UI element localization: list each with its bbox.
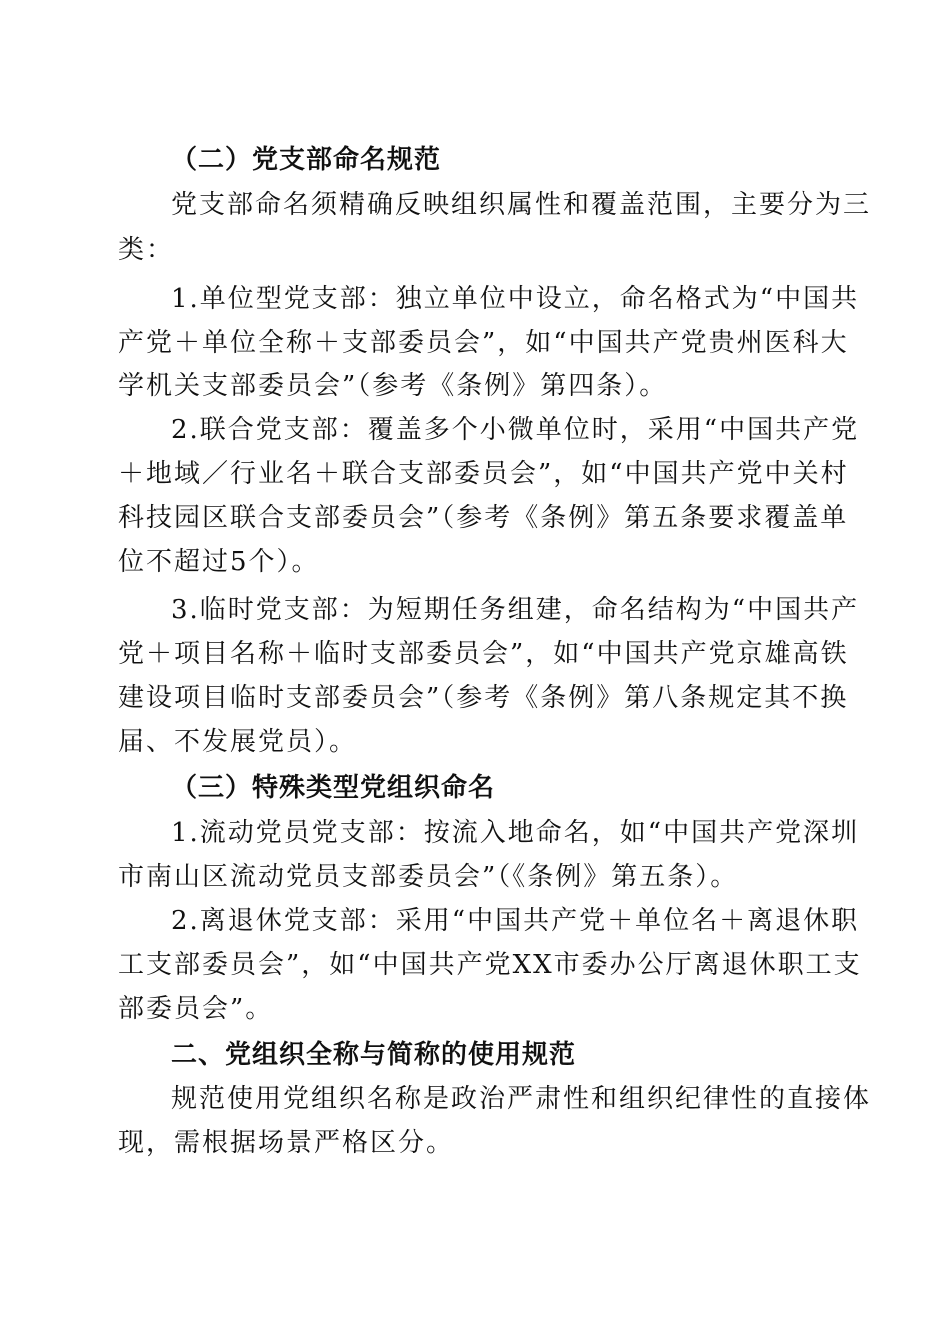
- paragraph-line: 届、不发展党员）。: [118, 727, 358, 757]
- paragraph-line: 市南山区流动党员支部委员会”（《条例》第五条）。: [118, 862, 739, 892]
- paragraph-line: 1.流动党员党支部：按流入地命名，如“中国共产党深圳: [171, 818, 860, 848]
- paragraph-line: 党支部命名须精确反映组织属性和覆盖范围，主要分为三: [171, 190, 872, 220]
- paragraph-line: 3.临时党支部：为短期任务组建，命名结构为“中国共产: [171, 595, 860, 625]
- paragraph-line: ＋地域／行业名＋联合支部委员会”，如“中国共产党中关村: [118, 459, 849, 489]
- chapter-heading-2: 二、党组织全称与简称的使用规范: [171, 1040, 577, 1070]
- paragraph-line: 类：: [118, 235, 175, 265]
- paragraph-line: 党＋项目名称＋临时支部委员会”，如“中国共产党京雄高铁: [118, 639, 849, 669]
- section-heading-2: （二）党支部命名规范: [171, 145, 442, 175]
- paragraph-line: 1.单位型党支部：独立单位中设立，命名格式为“中国共: [171, 284, 860, 314]
- paragraph-line: 科技园区联合支部委员会”（参考《条例》第五条要求覆盖单: [118, 503, 849, 533]
- paragraph-line: 规范使用党组织名称是政治严肃性和组织纪律性的直接体: [171, 1084, 872, 1114]
- paragraph-line: 建设项目临时支部委员会”（参考《条例》第八条规定其不换: [118, 683, 849, 713]
- paragraph-line: 2.离退休党支部：采用“中国共产党＋单位名＋离退休职: [171, 906, 860, 936]
- paragraph-line: 2.联合党支部：覆盖多个小微单位时，采用“中国共产党: [171, 415, 860, 445]
- paragraph-line: 位不超过5个）。: [118, 547, 320, 577]
- paragraph-line: 工支部委员会”，如“中国共产党XX市委办公厅离退休职工支: [118, 950, 862, 980]
- section-heading-3: （三）特殊类型党组织命名: [171, 773, 496, 803]
- paragraph-line: 部委员会”。: [118, 994, 274, 1024]
- paragraph-line: 现，需根据场景严格区分。: [118, 1128, 455, 1158]
- paragraph-line: 产党＋单位全称＋支部委员会”，如“中国共产党贵州医科大: [118, 328, 849, 358]
- paragraph-line: 学机关支部委员会”（参考《条例》第四条）。: [118, 371, 668, 401]
